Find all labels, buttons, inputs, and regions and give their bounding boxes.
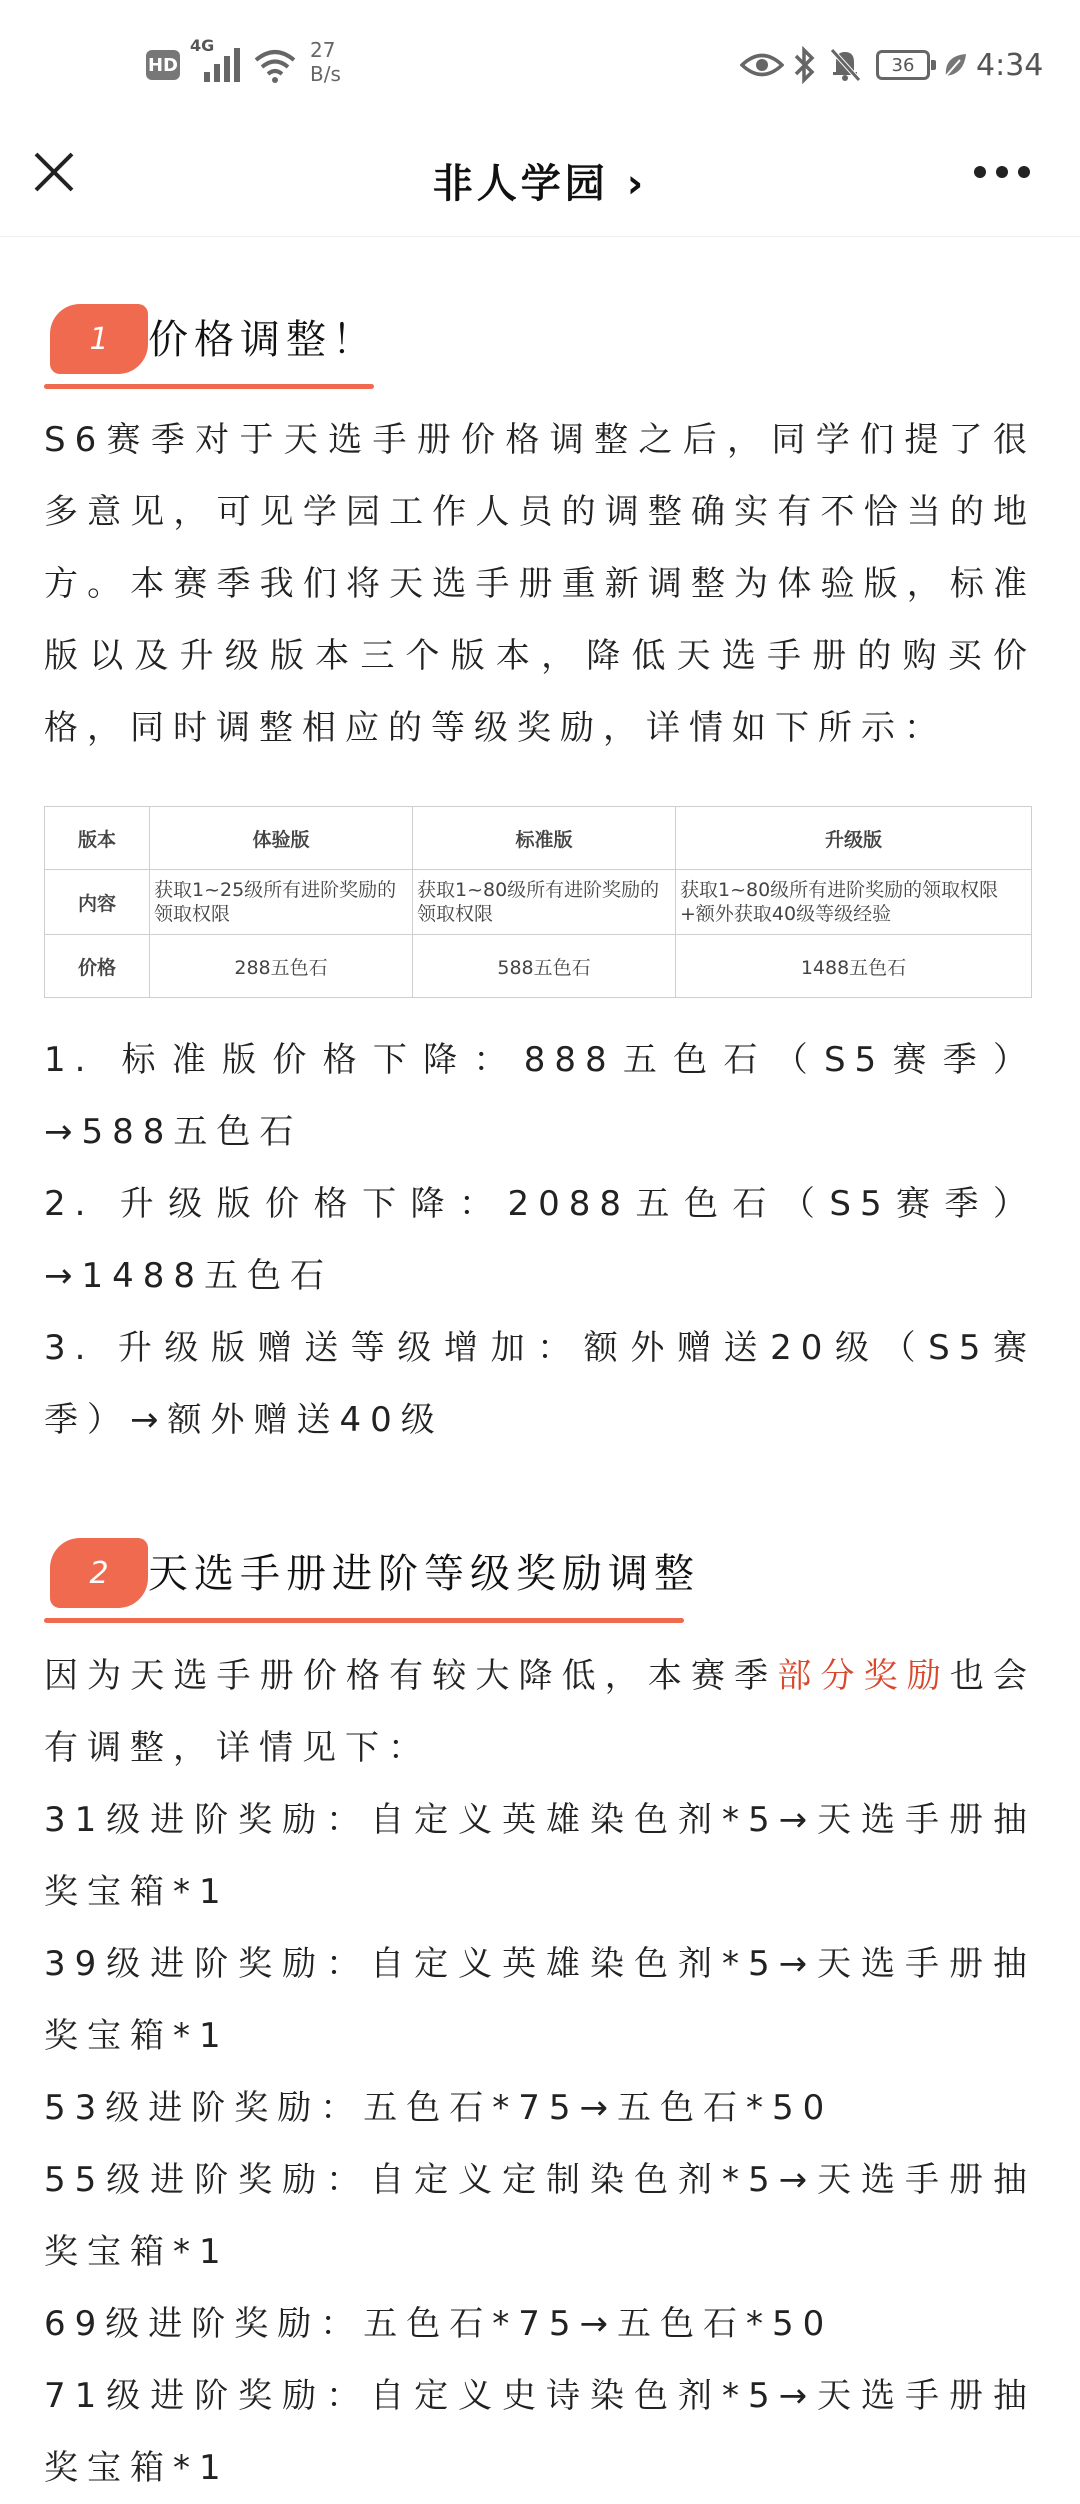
list-item: 55级进阶奖励：自定义定制染色剂*5→天选手册抽奖宝箱*1 bbox=[44, 2160, 1036, 2272]
table-cell: 1488五色石 bbox=[676, 935, 1032, 998]
page-title[interactable]: 非人学园 › bbox=[432, 161, 648, 207]
row-label: 内容 bbox=[45, 870, 150, 935]
section-2-badge: 2 bbox=[50, 1538, 148, 1608]
eye-icon bbox=[740, 48, 784, 82]
table-header: 版本 bbox=[45, 807, 150, 870]
title-bar bbox=[0, 136, 1080, 237]
more-icon[interactable] bbox=[972, 164, 1032, 180]
section-2-intro: 因为天选手册价格有较大降低，本赛季部分奖励也会有调整，详情见下： bbox=[44, 1656, 1037, 1768]
table-row bbox=[45, 935, 1032, 998]
network-speed: 27 B/s bbox=[310, 38, 341, 86]
list-item: 71级进阶奖励：自定义史诗染色剂*5→天选手册抽奖宝箱*1 bbox=[44, 2376, 1036, 2488]
list-item: 2. 升级版价格下降：2088五色石（S5赛季）→1488五色石 bbox=[44, 1184, 1036, 1296]
table-header: 标准版 bbox=[413, 807, 676, 870]
table-row bbox=[45, 870, 1032, 935]
list-item: 31级进阶奖励：自定义英雄染色剂*5→天选手册抽奖宝箱*1 bbox=[44, 1800, 1036, 1912]
list-item: 3. 升级版赠送等级增加：额外赠送20级（S5赛季）→额外赠送40级 bbox=[44, 1328, 1036, 1440]
clock: 4:34 bbox=[976, 48, 1044, 83]
table-cell: 288五色石 bbox=[150, 935, 413, 998]
signal-icon bbox=[200, 44, 246, 84]
price-table bbox=[44, 806, 1032, 998]
section-1-underline bbox=[44, 384, 374, 389]
table-row bbox=[45, 807, 1032, 870]
list-item: 39级进阶奖励：自定义英雄染色剂*5→天选手册抽奖宝箱*1 bbox=[44, 1944, 1036, 2056]
table-cell: 获取1~80级所有进阶奖励的领取权限+额外获取40级等级经验 bbox=[676, 870, 1032, 935]
row-label: 价格 bbox=[45, 935, 150, 998]
article-content bbox=[44, 236, 1036, 2504]
section-2-underline bbox=[44, 1618, 684, 1623]
table-cell: 588五色石 bbox=[413, 935, 676, 998]
section-1-title: 价格调整！ bbox=[148, 317, 378, 363]
section-2-header bbox=[44, 1456, 1036, 1634]
section-1-badge: 1 bbox=[50, 304, 148, 374]
bluetooth-icon bbox=[790, 46, 820, 84]
table-cell: 获取1~25级所有进阶奖励的领取权限 bbox=[150, 870, 413, 935]
battery-icon: 36 bbox=[876, 50, 930, 80]
section-1-intro: S6赛季对于天选手册价格调整之后，同学们提了很多意见，可见学园工作人员的调整确实有不恰当的地方。本赛季我们将天选手册重新调整为体验版，标准版以及升级版本三个版本，降低天选手册的购买价格，同时调整相应的等级奖励，详情如下所示： bbox=[44, 420, 1036, 748]
network-type: 4G bbox=[190, 36, 215, 55]
list-item: 69级进阶奖励：五色石*75→五色石*50 bbox=[44, 2304, 834, 2344]
wifi-icon bbox=[252, 44, 298, 84]
section-1-header bbox=[44, 236, 1036, 396]
list-item: 1. 标准版价格下降：888五色石（S5赛季）→588五色石 bbox=[44, 1040, 1036, 1152]
hd-icon: HD bbox=[146, 50, 180, 80]
highlight-text: 部分奖励 bbox=[777, 1656, 950, 1696]
leaf-icon bbox=[942, 50, 968, 80]
list-item: 53级进阶奖励：五色石*75→五色石*50 bbox=[44, 2088, 834, 2128]
status-bar bbox=[0, 0, 1080, 136]
table-header: 升级版 bbox=[676, 807, 1032, 870]
table-cell: 获取1~80级所有进阶奖励的领取权限 bbox=[413, 870, 676, 935]
mute-bell-icon bbox=[826, 46, 864, 84]
section-2-title: 天选手册进阶等级奖励调整 bbox=[148, 1551, 700, 1597]
table-header: 体验版 bbox=[150, 807, 413, 870]
